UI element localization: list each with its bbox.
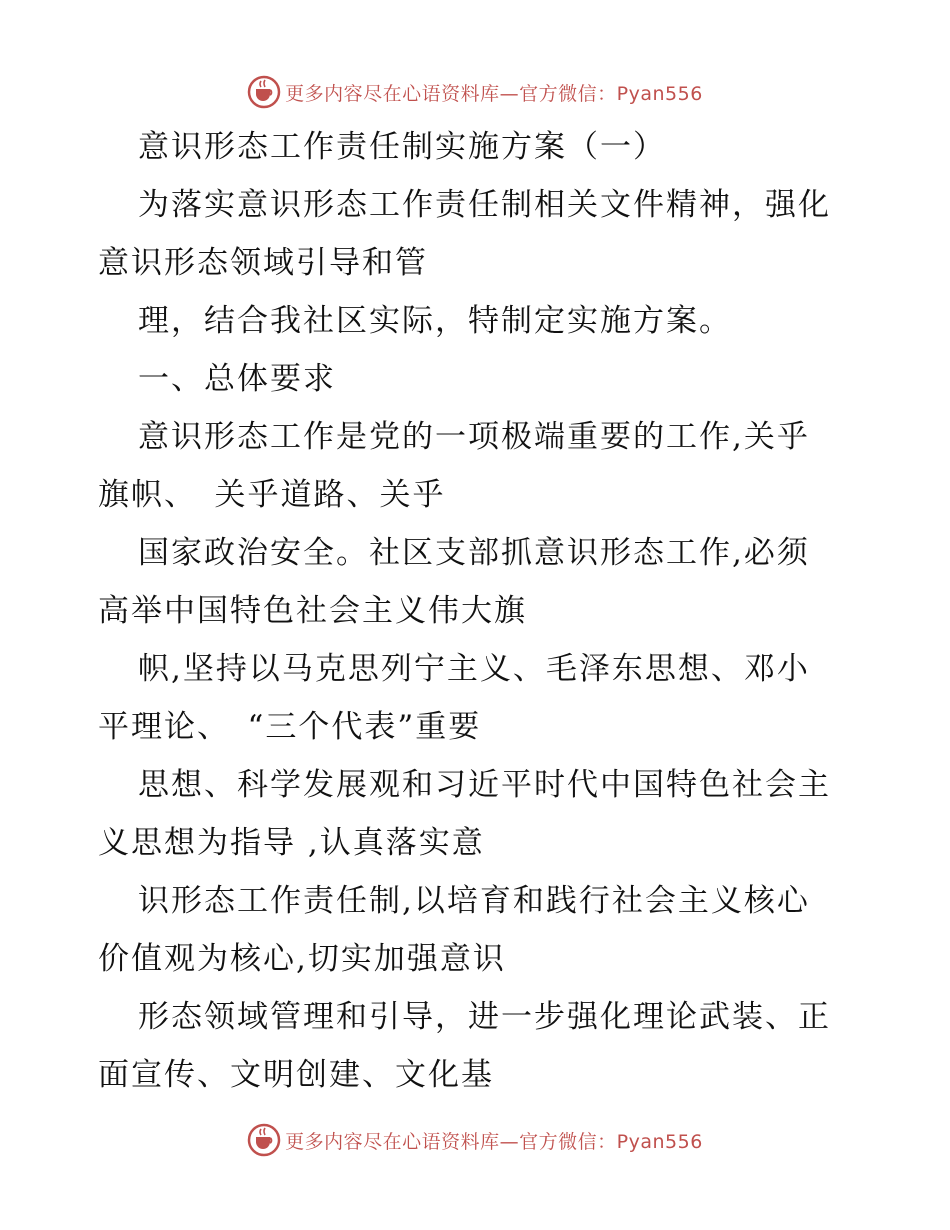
paragraph [98,176,858,292]
text-line: 意识形态工作是党的一项极端重要的工作,关乎 [138,419,810,455]
paragraph [98,988,858,1104]
text-line: 一、总体要求 [138,361,336,397]
paragraph [98,640,858,756]
text-line: 高举中国特色社会主义伟大旗 [98,593,527,629]
text-line: 价值观为核心,切实加强意识 [98,941,506,977]
text-line: 面宣传、文明创建、文化基 [98,1057,494,1093]
text-line: 形态领域管理和引导，进一步强化理论武装、正 [138,999,831,1035]
paragraph [98,756,858,872]
paragraph [98,408,858,524]
cup-logo-icon [247,1123,281,1157]
watermark-header [0,72,950,112]
text-line: 国家政治安全。社区支部抓意识形态工作,必须 [138,535,810,571]
section-heading [98,350,858,408]
text-line: 帜,坚持以马克思列宁主义、毛泽东思想、邓小 [138,651,810,687]
paragraph [98,872,858,988]
text-line: 理，结合我社区实际，特制定实施方案。 [138,303,732,339]
text-line: 平理论、 “三个代表”重要 [98,709,482,745]
text-line: 义思想为指导 ,认真落实意 [98,825,485,861]
watermark-text: 更多内容尽在心语资料库—官方微信：Pyan556 [285,82,703,105]
paragraph [98,292,858,350]
text-line: 思想、科学发展观和习近平时代中国特色社会主 [138,767,831,803]
paragraph [98,524,858,640]
text-line: 识形态工作责任制,以培育和践行社会主义核心 [138,883,810,919]
text-line: 旗帜、 关乎道路、关乎 [98,477,446,513]
document-title [98,118,858,176]
document-body [98,118,858,1104]
watermark-text: 更多内容尽在心语资料库—官方微信：Pyan556 [285,1130,703,1153]
title-line: 意识形态工作责任制实施方案（一） [138,129,666,165]
text-line: 为落实意识形态工作责任制相关文件精神，强化 [138,187,831,223]
text-line: 意识形态领域引导和管 [98,245,428,281]
cup-logo-icon [247,75,281,109]
watermark-footer [0,1120,950,1160]
